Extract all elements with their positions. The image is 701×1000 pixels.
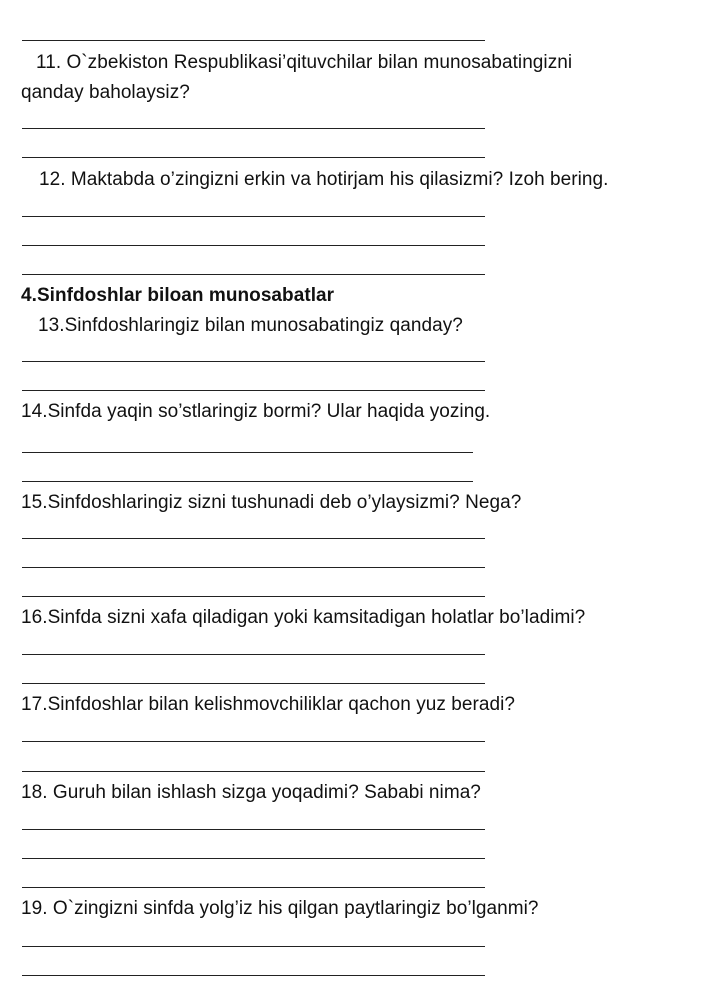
answer-line[interactable]: [22, 538, 485, 539]
answer-line[interactable]: [22, 887, 485, 888]
question-12: 12. Maktabda o’zingizni erkin va hotirjam his qilasizmi? Izoh bering.: [39, 169, 609, 190]
question-13: 13.Sinfdoshlaringiz bilan munosabatingiz qanday?: [38, 315, 463, 336]
answer-line[interactable]: [22, 946, 485, 947]
section-heading: 4.Sinfdoshlar biloan munosabatlar: [21, 285, 335, 306]
question-11-line-1: 11. O`zbekiston Respublikasi’qituvchilar bilan munosabatingizni: [36, 52, 573, 73]
answer-line[interactable]: [22, 361, 485, 362]
answer-line[interactable]: [22, 654, 485, 655]
answer-line[interactable]: [22, 216, 485, 217]
answer-line[interactable]: [22, 683, 485, 684]
answer-line[interactable]: [22, 452, 473, 453]
question-16: 16.Sinfda sizni xafa qiladigan yoki kamsitadigan holatlar bo’ladimi?: [21, 607, 586, 628]
answer-line[interactable]: [22, 274, 485, 275]
answer-line[interactable]: [22, 390, 485, 391]
question-11-line-2: qanday baholaysiz?: [21, 82, 190, 103]
answer-line[interactable]: [22, 40, 485, 41]
answer-line[interactable]: [22, 128, 485, 129]
question-15: 15.Sinfdoshlaringiz sizni tushunadi deb o’ylaysizmi? Nega?: [21, 492, 522, 513]
answer-line[interactable]: [22, 858, 485, 859]
answer-line[interactable]: [22, 975, 485, 976]
question-19: 19. O`zingizni sinfda yolg’iz his qilgan paytlaringiz bo’lganmi?: [21, 898, 539, 919]
answer-line[interactable]: [22, 245, 485, 246]
question-17: 17.Sinfdoshlar bilan kelishmovchiliklar qachon yuz beradi?: [21, 694, 516, 715]
question-14: 14.Sinfda yaqin so’stlaringiz bormi? Ular haqida yozing.: [21, 401, 491, 422]
answer-line[interactable]: [22, 596, 485, 597]
answer-line[interactable]: [22, 829, 485, 830]
answer-line[interactable]: [22, 741, 485, 742]
answer-line[interactable]: [22, 481, 473, 482]
answer-line[interactable]: [22, 771, 485, 772]
question-18: 18. Guruh bilan ishlash sizga yoqadimi? Sababi nima?: [21, 782, 481, 803]
answer-line[interactable]: [22, 157, 485, 158]
answer-line[interactable]: [22, 567, 485, 568]
